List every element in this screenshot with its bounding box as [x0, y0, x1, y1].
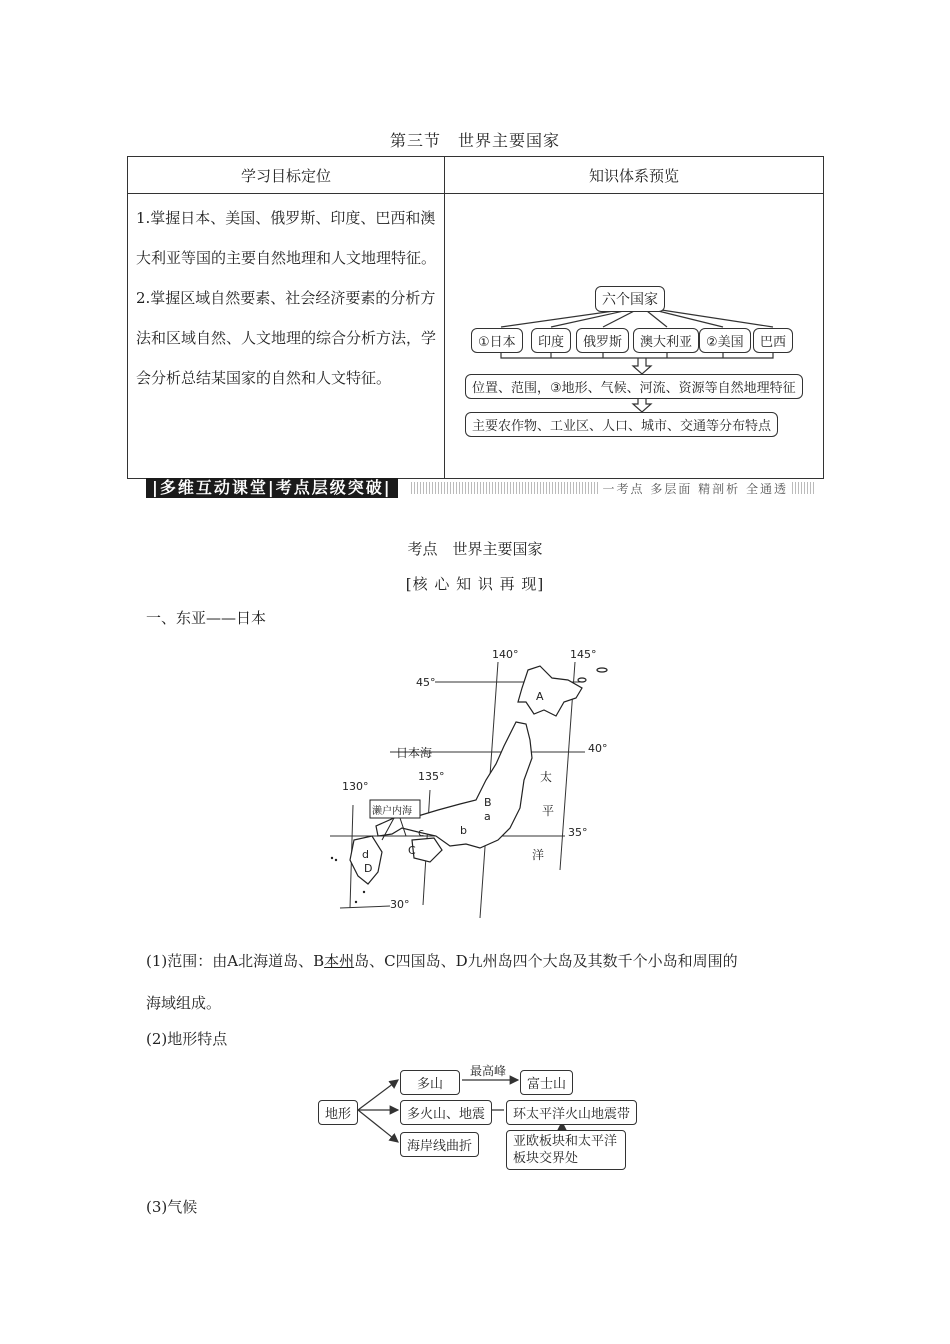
- range-suffix: 岛、C四国岛、D九州岛四个大岛及其数千个小岛和周围的: [354, 952, 738, 970]
- map-lat-30: 30°: [390, 898, 410, 911]
- range-underlined: 本州: [324, 952, 355, 970]
- map-ocean-2: 平: [542, 804, 555, 818]
- map-city-c: c: [418, 826, 425, 839]
- diagram-country-brazil: 巴西: [753, 328, 793, 353]
- diagram-country-usa: ②美国: [699, 328, 751, 353]
- map-lon-130: 130°: [342, 780, 369, 793]
- section-title: 考点 世界主要国家: [407, 540, 543, 558]
- map-ocean-1: 太: [540, 770, 553, 784]
- japan-map: [320, 640, 640, 920]
- map-city-b: b: [460, 824, 467, 837]
- terrain-plate-boundary: 亚欧板块和太平洋板块交界处: [506, 1130, 626, 1170]
- map-lon-135: 135°: [418, 770, 445, 783]
- terrain-coastline: 海岸线曲折: [400, 1132, 479, 1157]
- heading-terrain: (2)地形特点: [146, 1030, 228, 1048]
- terrain-highest-peak-label: 最高峰: [470, 1064, 507, 1078]
- map-sea-japan: 日本海: [396, 746, 433, 760]
- section-banner: [146, 478, 816, 498]
- heading-japan: 一、东亚——日本: [146, 609, 267, 627]
- goal-item-2: 2.掌握区域自然要素、社会经济要素的分析方法和区域自然、人文地理的综合分析方法，学会分析总结某国家的自然和人文特征。: [136, 289, 437, 387]
- diagram-human-features: 主要农作物、工业区、人口、城市、交通等分布特点: [465, 412, 778, 437]
- map-lat-45: 45°: [416, 676, 436, 689]
- diagram-country-japan: ①日本: [471, 328, 523, 353]
- map-island-d: D: [364, 862, 373, 875]
- terrain-mt-fuji: 富士山: [520, 1070, 573, 1095]
- map-island-a: A: [536, 690, 544, 703]
- terrain-diagram: [312, 1060, 652, 1180]
- map-island-c: C: [408, 844, 416, 857]
- goal-table: [127, 156, 824, 479]
- map-lat-35: 35°: [568, 826, 588, 839]
- terrain-volcano-earthquake: 多火山、地震: [400, 1100, 492, 1125]
- map-island-b: B: [484, 796, 492, 809]
- map-lon-145: 145°: [570, 648, 597, 661]
- diagram-root: 六个国家: [595, 286, 665, 312]
- terrain-root: 地形: [318, 1100, 358, 1125]
- map-city-d: d: [362, 848, 369, 861]
- table-header-goals: 学习目标定位: [128, 157, 445, 194]
- heading-climate: (3)气候: [146, 1198, 198, 1216]
- page-title: 第三节 世界主要国家: [389, 131, 560, 150]
- goal-item-1: 1.掌握日本、美国、俄罗斯、印度、巴西和澳大利亚等国的主要自然地理和人文地理特征。: [136, 209, 437, 267]
- paragraph-range: [146, 950, 738, 972]
- table-header-preview: 知识体系预览: [445, 157, 824, 194]
- banner-label: |多维互动课堂|考点层级突破|: [146, 478, 398, 498]
- map-lat-40: 40°: [588, 742, 608, 755]
- diagram-country-india: 印度: [531, 328, 571, 353]
- subheading: [核 心 知 识 再 现]: [405, 575, 545, 593]
- map-lon-140: 140°: [492, 648, 519, 661]
- diagram-country-australia: 澳大利亚: [633, 328, 699, 353]
- diagram-country-russia: 俄罗斯: [576, 328, 629, 353]
- preview-diagram: [445, 194, 824, 479]
- map-inland-sea: 濑户内海: [372, 806, 412, 817]
- map-city-a: a: [484, 810, 491, 823]
- banner-motto: 一考点 多层面 精剖析 全通透: [599, 480, 792, 497]
- terrain-pacific-ring: 环太平洋火山地震带: [506, 1100, 637, 1125]
- paragraph-range-line2: 海域组成。: [146, 994, 222, 1012]
- terrain-mountainous: 多山: [400, 1070, 460, 1095]
- goals-cell: [128, 194, 445, 479]
- diagram-natural-features: 位置、范围，③地形、气候、河流、资源等自然地理特征: [465, 374, 803, 399]
- map-ocean-3: 洋: [532, 848, 545, 862]
- range-prefix: (1)范围：由A北海道岛、B: [146, 952, 325, 970]
